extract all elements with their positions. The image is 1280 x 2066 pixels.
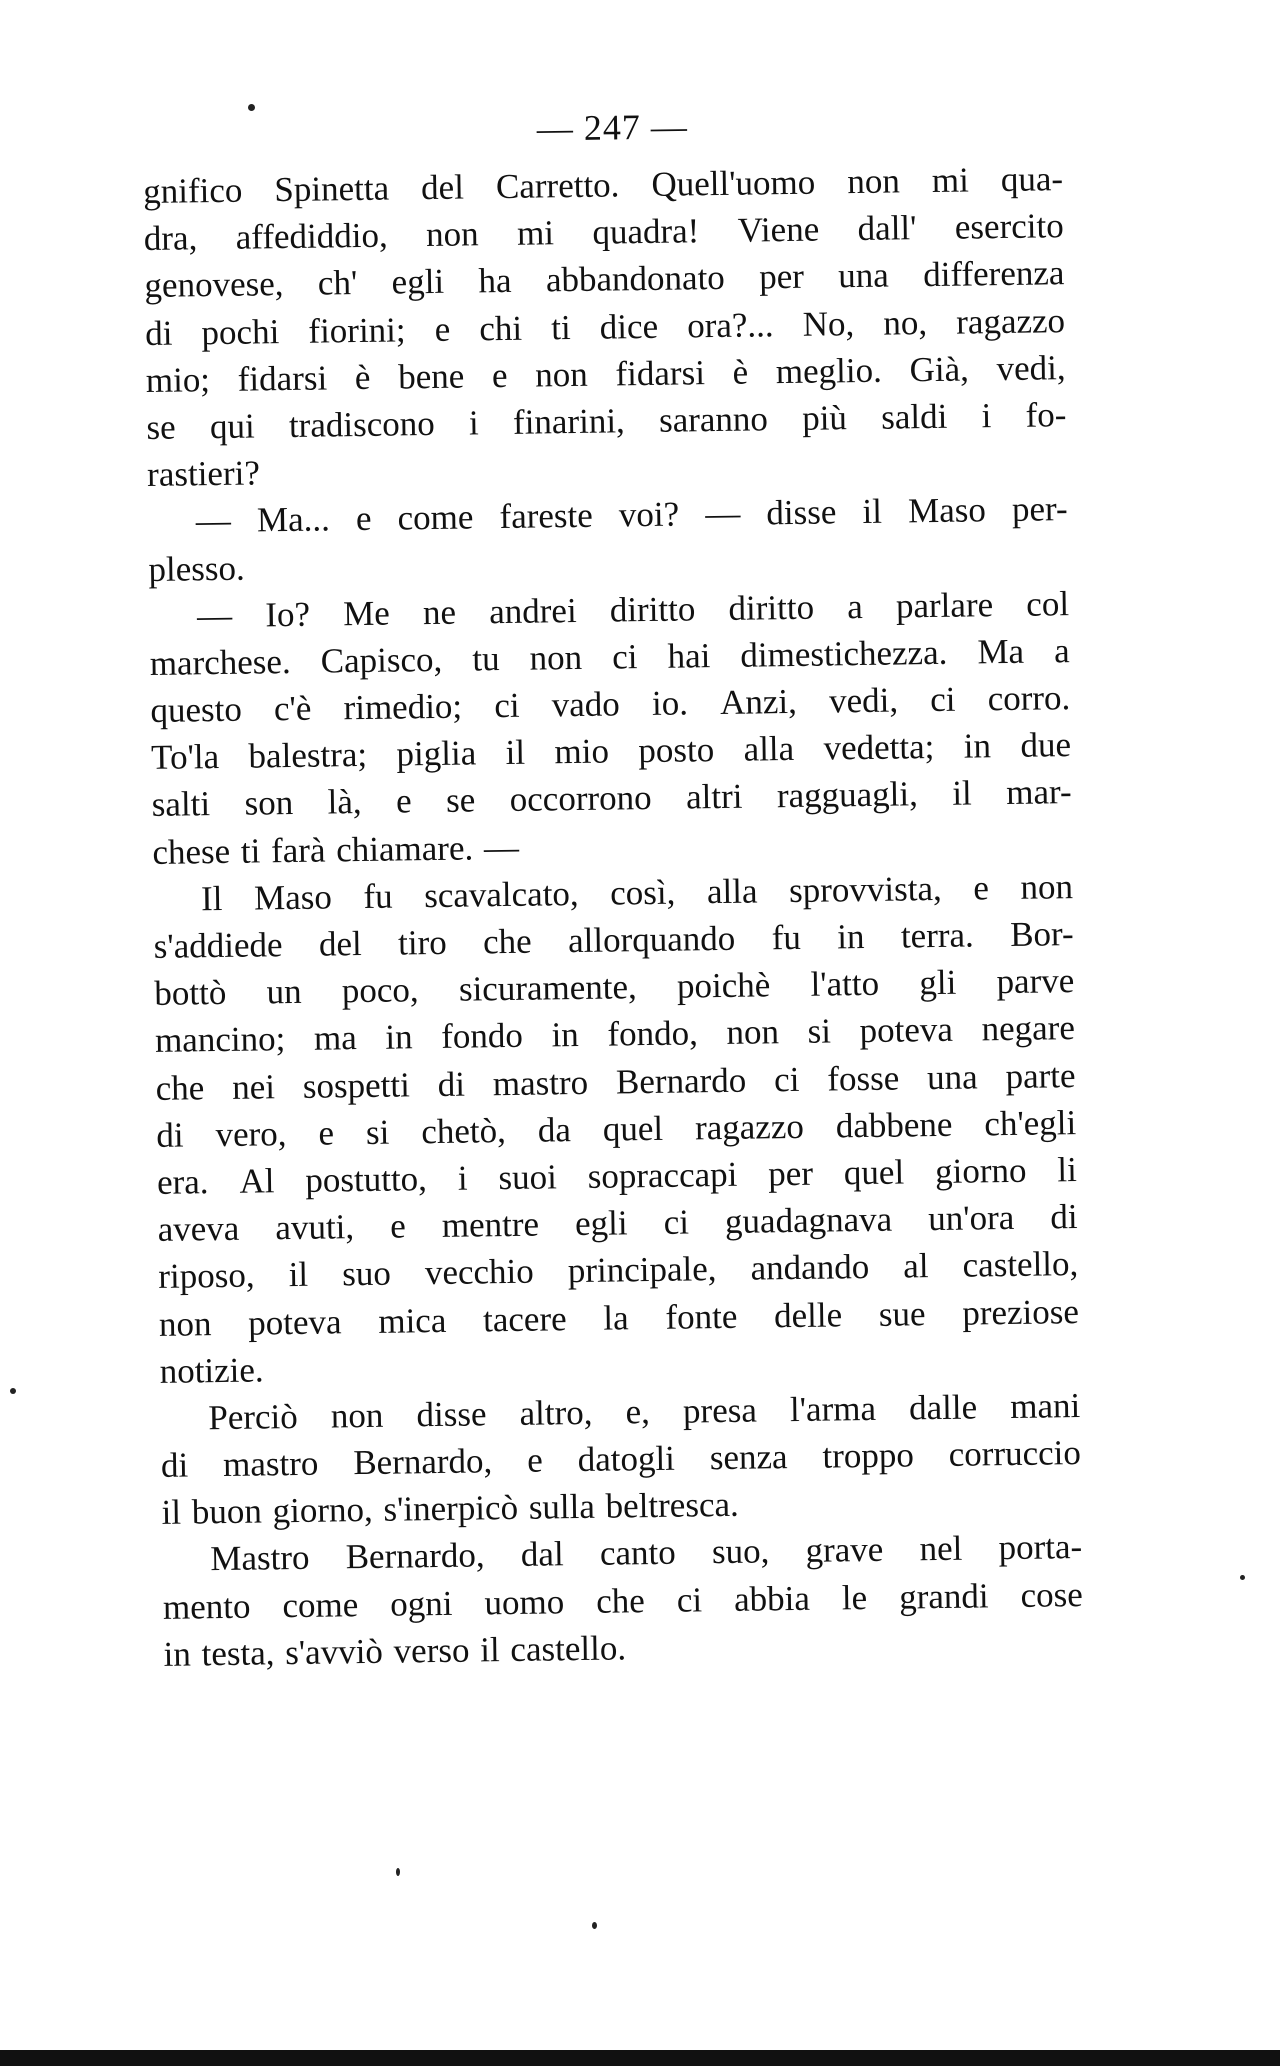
word: no, <box>883 302 928 343</box>
word: tu <box>472 638 500 679</box>
word: del <box>318 924 362 964</box>
text-line: chese ti farà chiamare. — <box>152 827 520 872</box>
word: Mastro <box>210 1538 310 1579</box>
word: — <box>705 494 741 534</box>
word: fondo, <box>607 1013 699 1054</box>
word: dabbene <box>835 1104 953 1146</box>
word: Bernardo <box>615 1060 747 1102</box>
word: dra, <box>143 218 198 259</box>
word: del <box>420 167 465 208</box>
word: mi <box>516 213 555 253</box>
word: saranno <box>658 399 769 440</box>
word: parve <box>996 961 1075 1002</box>
word: tacere <box>482 1298 567 1339</box>
word: poco, <box>341 970 419 1011</box>
word: parte <box>1005 1055 1076 1096</box>
word: ne <box>422 592 457 632</box>
word: ti <box>550 307 571 347</box>
word: quel <box>602 1108 664 1149</box>
word: Bernardo, <box>345 1535 485 1577</box>
word: il <box>505 732 526 773</box>
word: gli <box>919 962 957 1003</box>
word: senza <box>709 1437 788 1478</box>
word: di <box>144 313 173 353</box>
word: fo- <box>1025 395 1067 435</box>
word: si <box>807 1011 832 1052</box>
word: non <box>847 161 901 202</box>
word: più <box>801 398 848 438</box>
word: quadra! <box>592 211 700 252</box>
word: chi <box>479 308 523 348</box>
word: così, <box>609 872 676 913</box>
word: bene <box>397 356 465 397</box>
word: sue <box>878 1293 926 1334</box>
word: nel <box>919 1529 963 1569</box>
word: non <box>330 1395 384 1436</box>
page-number: — 247 — <box>536 106 689 149</box>
word: fosse <box>827 1058 900 1099</box>
word: è <box>354 357 371 397</box>
word: ci <box>676 1579 703 1620</box>
word: Spinetta <box>274 168 390 210</box>
word: Anzi, <box>719 681 798 723</box>
word: ch' <box>317 263 358 303</box>
word: è <box>732 352 749 392</box>
word: qua- <box>1000 159 1064 200</box>
word: Già, <box>909 349 970 390</box>
word: come <box>397 497 474 538</box>
word: castello, <box>962 1244 1079 1285</box>
word: fondo <box>440 1016 524 1057</box>
word: col <box>1025 583 1070 624</box>
word: ragazzo <box>694 1106 805 1148</box>
word: saldi <box>880 396 948 437</box>
word: al <box>902 1246 929 1286</box>
word: datogli <box>577 1438 676 1480</box>
word: la <box>603 1297 629 1338</box>
word: diritto <box>728 587 815 628</box>
word: ci <box>663 1202 690 1242</box>
word: un <box>266 972 302 1012</box>
word: rimedio; <box>343 686 463 728</box>
word: allorquando <box>567 918 736 961</box>
word: scavalcato, <box>423 873 579 915</box>
word: pochi <box>201 311 280 352</box>
word: là, <box>327 782 362 822</box>
word: giorno <box>934 1150 1027 1191</box>
word: fiorini; <box>308 309 406 351</box>
word: un'ora <box>927 1198 1015 1239</box>
word: mio <box>554 731 610 772</box>
text-line: rastieri? <box>146 453 261 495</box>
word: affediddio, <box>235 215 388 257</box>
word: No, <box>802 303 855 344</box>
paragraph <box>149 580 1073 876</box>
word: Il <box>200 878 223 919</box>
word: egli <box>574 1203 628 1244</box>
word: vedetta; <box>823 727 935 768</box>
word: i <box>457 1158 468 1198</box>
word: porta- <box>998 1527 1083 1568</box>
paragraph <box>153 863 1080 1395</box>
word: non <box>534 354 589 395</box>
scan-speck <box>1240 1575 1245 1580</box>
scan-bottom-edge <box>0 2050 1280 2066</box>
word: posto <box>638 730 715 771</box>
word: se <box>146 407 176 447</box>
word: come <box>282 1584 359 1625</box>
word: balestra; <box>248 735 368 776</box>
word: dalle <box>908 1387 978 1428</box>
paragraph <box>160 1382 1082 1536</box>
word: principale, <box>567 1249 717 1291</box>
word: ora?... <box>686 304 774 345</box>
word: una <box>926 1056 978 1097</box>
text-line: plesso. <box>148 548 245 589</box>
word: io. <box>651 683 689 723</box>
scan-speck <box>10 1388 16 1394</box>
word: fu <box>771 917 802 958</box>
word: una <box>837 255 890 296</box>
word: sospetti <box>302 1064 411 1106</box>
word: non <box>726 1012 780 1053</box>
word: parlare <box>895 584 994 626</box>
word: tradiscono <box>288 403 435 445</box>
word: gnifico <box>142 170 243 211</box>
book-page <box>142 93 1084 1678</box>
word: li <box>1057 1149 1078 1190</box>
word: se <box>445 780 476 821</box>
word: preziose <box>962 1291 1080 1333</box>
word: tiro <box>397 922 447 963</box>
word: salti <box>151 784 211 825</box>
word: avuti, <box>275 1207 355 1248</box>
word: ci <box>611 637 638 677</box>
word: a <box>1053 630 1070 671</box>
word: mastro <box>222 1443 319 1485</box>
word: dice <box>599 306 659 347</box>
word: due <box>1020 725 1072 766</box>
word: non <box>158 1303 212 1344</box>
word: altri <box>685 777 743 817</box>
word: abbia <box>733 1578 811 1619</box>
word: mastro <box>492 1062 589 1103</box>
word: riposo, <box>158 1255 255 1297</box>
word: son <box>244 783 294 824</box>
scan-speck <box>592 1922 597 1929</box>
word: Al <box>239 1161 275 1201</box>
word: guadagnava <box>724 1199 893 1242</box>
word: differenza <box>922 253 1065 295</box>
word: c'è <box>273 688 312 729</box>
word: Me <box>342 593 391 633</box>
word: piglia <box>396 733 477 774</box>
word: mani <box>1009 1385 1081 1426</box>
word: — <box>196 595 233 635</box>
word: delle <box>773 1294 843 1335</box>
word: negare <box>981 1008 1076 1049</box>
word: e <box>491 355 508 395</box>
word: Carretto. <box>495 165 620 207</box>
word: abbandonato <box>545 258 726 300</box>
word: fonte <box>665 1296 738 1337</box>
paragraph <box>162 1523 1084 1677</box>
word: Ma... <box>256 499 331 540</box>
word: che <box>155 1067 205 1108</box>
word: Maso <box>907 490 987 531</box>
word: e <box>318 1113 335 1153</box>
word: disse <box>416 1394 487 1435</box>
word: le <box>841 1577 868 1617</box>
word: per <box>758 257 805 297</box>
word: Maso <box>253 877 333 918</box>
scan-speck <box>248 104 255 111</box>
word: poteva <box>859 1010 954 1051</box>
word: marchese. <box>149 641 291 683</box>
word: sprovvista, <box>788 868 942 910</box>
word: mancino; <box>154 1019 286 1061</box>
word: questo <box>150 689 243 731</box>
word: in <box>385 1017 413 1058</box>
word: fidarsi <box>615 352 706 394</box>
word: s'addiede <box>153 925 283 966</box>
word: terra. <box>900 915 975 956</box>
word: ma <box>313 1018 357 1059</box>
word: non <box>425 214 479 255</box>
word: vero, <box>215 1113 287 1154</box>
word: fidarsi <box>237 358 328 399</box>
text-line: in testa, s'avviò verso il castello. <box>163 1628 627 1674</box>
word: hai <box>667 635 711 676</box>
word: era. <box>156 1162 209 1202</box>
word: ogni <box>389 1583 453 1624</box>
word: i <box>468 403 479 443</box>
paragraph <box>147 485 1068 592</box>
word: andrei <box>488 590 577 631</box>
word: e <box>973 868 990 908</box>
word: — <box>195 501 232 541</box>
word: di <box>437 1064 466 1104</box>
word: fu <box>363 876 393 916</box>
word: ch'egli <box>984 1102 1077 1144</box>
word: esercito <box>954 206 1064 247</box>
word: chetò, <box>421 1110 507 1151</box>
word: fareste <box>499 496 594 537</box>
word: finarini, <box>512 401 626 442</box>
word: Ma <box>977 631 1025 672</box>
word: occorrono <box>509 778 652 820</box>
word: Bor- <box>1009 914 1074 954</box>
word: i <box>981 396 992 436</box>
word: poichè <box>676 965 771 1006</box>
word: mi <box>931 160 970 200</box>
word: ragazzo <box>955 300 1066 342</box>
word: e <box>434 309 451 349</box>
word: sicuramente, <box>458 967 638 1009</box>
body-text <box>143 155 1084 1678</box>
word: Perciò <box>208 1396 299 1438</box>
word: vecchio <box>424 1251 535 1293</box>
text-line: il buon giorno, s'inerpicò sulla beltresca. <box>161 1485 740 1533</box>
word: suo, <box>711 1531 770 1572</box>
word: corruccio <box>948 1433 1082 1474</box>
word: bottò <box>154 973 227 1014</box>
word: disse <box>766 492 837 533</box>
word: mio; <box>145 359 211 400</box>
text-line: notizie. <box>159 1350 264 1391</box>
word: dall' <box>857 208 917 249</box>
word: l'atto <box>810 963 880 1004</box>
word: non <box>1020 866 1074 907</box>
word: dimestichezza. <box>740 632 948 675</box>
word: di <box>156 1115 184 1155</box>
word: dal <box>520 1534 564 1575</box>
word: canto <box>599 1533 676 1574</box>
word: Bernardo, <box>353 1441 493 1483</box>
word: per <box>767 1153 814 1194</box>
word: genovese, <box>144 264 284 306</box>
word: Io? <box>265 594 311 635</box>
word: il <box>862 492 883 532</box>
word: voi? <box>618 494 680 535</box>
word: di <box>160 1445 189 1485</box>
word: suo <box>341 1253 392 1294</box>
word: vedi, <box>828 680 899 721</box>
word: e <box>526 1440 544 1480</box>
word: mar- <box>1005 772 1072 813</box>
word: vado <box>551 684 621 725</box>
word: Viene <box>737 209 820 250</box>
word: in <box>963 726 992 766</box>
word: postutto, <box>305 1159 428 1200</box>
word: in <box>551 1015 580 1055</box>
scan-speck <box>396 1868 400 1876</box>
word: alla <box>706 871 758 911</box>
word: corro. <box>987 678 1071 719</box>
word: poteva <box>247 1301 342 1343</box>
word: in <box>836 916 865 957</box>
word: e <box>389 1206 407 1246</box>
word: mento <box>162 1586 251 1627</box>
word: suoi <box>498 1157 558 1198</box>
word: e <box>395 781 412 821</box>
word: Capisco, <box>320 639 443 681</box>
word: che <box>595 1580 646 1621</box>
word: meglio. <box>775 350 883 391</box>
word: il <box>288 1255 309 1295</box>
word: mentre <box>441 1204 540 1246</box>
word: qui <box>209 406 255 447</box>
word: ci <box>773 1059 800 1099</box>
word: da <box>537 1109 572 1150</box>
word: uomo <box>484 1581 565 1622</box>
word: e <box>355 499 372 539</box>
word: il <box>952 773 973 814</box>
word: Quell'uomo <box>651 162 816 204</box>
word: per- <box>1011 489 1068 530</box>
word: e, <box>625 1391 651 1432</box>
word: si <box>365 1112 390 1152</box>
word: ha <box>478 261 512 301</box>
word: ragguagli, <box>776 774 919 816</box>
word: vedi, <box>996 347 1066 388</box>
word: aveva <box>157 1208 240 1250</box>
paragraph <box>143 155 1068 498</box>
word: To'la <box>150 737 220 778</box>
word: diritto <box>609 589 696 630</box>
word: di <box>1050 1197 1078 1237</box>
word: che <box>482 921 532 962</box>
word: a <box>846 586 864 626</box>
word: non <box>529 637 583 678</box>
word: quel <box>843 1152 905 1193</box>
word: presa <box>682 1390 758 1431</box>
word: mica <box>378 1300 447 1341</box>
word: nei <box>231 1066 276 1107</box>
word: cose <box>1020 1574 1084 1615</box>
word: sopraccapi <box>587 1154 738 1196</box>
word: ci <box>929 679 956 720</box>
word: troppo <box>822 1435 915 1476</box>
word: ci <box>494 685 520 726</box>
word: alla <box>743 729 795 769</box>
word: grave <box>805 1530 884 1571</box>
word: l'arma <box>789 1388 877 1429</box>
word: egli <box>391 262 445 302</box>
word: altro, <box>519 1392 593 1433</box>
word: grandi <box>898 1575 989 1617</box>
word: andando <box>750 1247 870 1288</box>
